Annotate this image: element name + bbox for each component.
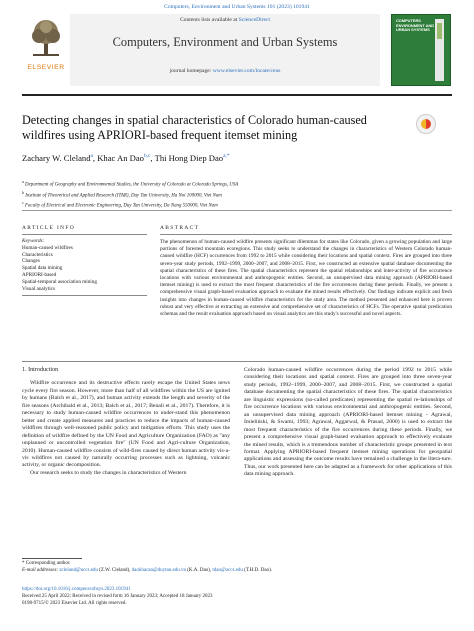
doi-link[interactable]: https://doi.org/10.1016/j.compenvurbsys.2023.101941 (22, 587, 131, 592)
header-rule (22, 94, 452, 96)
keyword-item: Characteristics (22, 251, 53, 258)
affiliation-mark: a (22, 179, 24, 184)
elsevier-tree-icon (29, 18, 63, 58)
email-owner: (Z.W. Cleland), (97, 567, 132, 573)
contents-prefix: Contents lists available at (179, 17, 239, 23)
journal-title: Computers, Environment and Urban Systems (112, 35, 338, 49)
author-affiliation-mark[interactable]: b,c (143, 153, 151, 160)
email-link[interactable]: zcleland@uccs.edu (59, 567, 98, 573)
cover-stripe (435, 19, 444, 81)
journal-masthead (22, 14, 452, 86)
keyword-item: Spatial data mining (22, 265, 63, 272)
keywords-label: Keywords: (22, 238, 45, 244)
affiliation-item (22, 199, 452, 210)
keywords-block (22, 238, 147, 292)
homepage-prefix: journal homepage: (169, 68, 213, 74)
email-owner: (K.A. Dao), (185, 567, 213, 573)
affiliation-item (22, 189, 452, 200)
affiliation-text: Institute of Theoretical and Applied Research (ITAR), Duy Tan University, Ha Noi 100000, Viet Nam (25, 193, 222, 199)
corresponding-author-note: * Corresponding author. (22, 561, 71, 566)
email-link[interactable]: daokhacan@duytan.edu.vn (131, 567, 186, 573)
author-name[interactable]: Zachary W. Cleland (22, 153, 91, 163)
masthead-band (70, 14, 380, 86)
abstract-text: The phenomenon of human-caused wildfire presents significant dilemmas for states like Colorado, given a growing population and large portions of forested mountain ecoregions. This study seeks to understand the changes in characteristics of Western Colorado human-caused wildfire (HCF) occurrences from 1992 to 2015 while considering their locations and spatial context. Fires are grouped into three seven-year study periods, 1992–1999, 2000–2007, and 2008–2015. First, we constructed an extensive spatial database documenting the spatial characteristics of these fires. The spatial characteristics represent the spatial relationships and inter-activity of fire occurrence locations with various environmental and anthropogenic entities. Second, an unsupervised data mining approach (APRIORI-based itemset mining) is used to extract the most frequent characteristics of the fire occurrences during these periods. Finally, we present a comprehensive visual graph-based evaluation approach to evaluate the mined results effectively. Our findings indicate explicit and fresh insights into changes in human-caused wildfire characteristics for the study area. The method presented and enhanced here is proven robust and very effective at extracting an extensive and comprehensive set of characteristics of HCFs. The operative spatial predication schemas and the result evaluation approach based on visual analytics are this study's successful and novel aspects. (160, 239, 452, 318)
author-affiliation-mark[interactable]: a (90, 153, 93, 160)
elsevier-wordmark: ELSEVIER (27, 64, 65, 71)
affiliation-mark: b (22, 189, 25, 195)
affiliation-list (22, 178, 452, 210)
issn-copyright: 0198-9715/© 2023 Elsevier Ltd. All rights reserved. (22, 600, 127, 606)
cover-title: COMPUTERS ENVIRONMENT AND URBAN SYSTEMS (396, 18, 435, 33)
affiliation-text: Department of Geography and Environmental Studies, the University of Colorado at Colorado Springs, USA (25, 182, 239, 188)
footnote-rule (22, 558, 82, 559)
article-info-rule (22, 234, 147, 235)
affiliation-text: Faculty of Electrical and Electronic Engineering, Duy Tan University, Da Nang 550000, Viet Nam (25, 203, 218, 209)
elsevier-logo[interactable] (22, 18, 70, 82)
article-title: Detecting changes in spatial characteristics of Colorado human-caused wildfires using APRIORI-based frequent itemset mining (22, 113, 367, 142)
email-link[interactable]: tdao@uccs.edu (212, 567, 243, 573)
author-affiliation-mark[interactable]: a,* (223, 153, 230, 160)
publication-meta (22, 587, 442, 607)
keyword-item: Visual analytics (22, 285, 55, 292)
keyword-item: APRIORI-based (22, 271, 57, 278)
article-info-heading: ARTICLE INFO (22, 225, 76, 231)
abstract-heading: ABSTRACT (160, 225, 200, 231)
body-paragraph: Wildfire occurrence and its destructive effects rarely escape the United States news cycle every fire season. However, more than half of all wildfires within the US are ignited by humans (Balch et al., 2017), and human activity extends the length and severity of the fire seasons (Archibald et al., 2013; Balch et al., 2017; Benali et al., 2017). Therefore, it is necessary to study human-caused wildfire occurrences to under-stand this phenomenon better and create applied measures and practices to reduce the impacts of human-caused wildfires through well-reasoned public policy and mitigation efforts. This study uses the definition of wildfire defined by the UN Food and Agriculture Organization (FAO) as "any unplanned or uncontrolled vegetation fire" (UN Food and Agri-culture Organization, 2010). Human-caused wildfire consists of wild-fires caused by direct human activity vis-a-vis wildfires not caused by naturally occurring processes such as lightning, volcanic activity, or organic decomposition. (22, 380, 230, 469)
author-name[interactable]: Khac An Dao (97, 153, 144, 163)
journal-cover-thumbnail[interactable] (391, 14, 451, 86)
journal-homepage-link[interactable]: www.elsevier.com/locate/ceus (212, 68, 281, 74)
check-for-updates-icon[interactable] (416, 114, 436, 134)
body-column-left (22, 367, 230, 477)
email-label: E-mail addresses: (22, 567, 60, 573)
crossmark-badge (421, 119, 431, 129)
homepage-line (70, 68, 380, 74)
email-addresses (22, 568, 442, 575)
contents-line (70, 17, 380, 23)
keyword-item: Changes (22, 258, 40, 265)
body-column-right (244, 367, 452, 479)
section-heading-introduction: 1. Introduction (22, 367, 59, 373)
body-paragraph: Colorado human-caused wildfire occurrences during the period 1992 to 2015 while considering their locations and spatial context. Fires are grouped into three seven-year study periods, 1992–1999, 2000–2007, and 2008–2015. First, we constructed a spatial database documenting the spatial characteristics of these fires. The spatial characteristics are linguistic expressions (so-called predicates) representing the spatial re-lationships of fire occurrence locations with various environmental and anthropogenic entities. Second, an unsupervised data mining approach (APRIORI-based itemset mining - Agrawal, Imieliński, & Swami, 1993; Agrawal, Aggarwal, & Prasad, 2000) is used to extract the most frequent characteristics of the fire occurrences during these periods. Finally, we present a comprehensive visual graph-based evaluation approach to effectively evaluate the mined results, which is a tremendous number of characteristic groups presented in text format. Applying APRIORI-based frequent itemset mining operations for geospatial applications and assessing the outcome results have remained a challenge in the litera-ture. Thus, our work presented here can be adapted as a framework for other applications of this data mining approach. (244, 367, 452, 478)
received-dates: Received 25 April 2022; Received in revised form 16 January 2023; Accepted 18 January 2023 (22, 593, 213, 599)
author-name[interactable]: Thi Hong Diep Dao (154, 153, 224, 163)
author-list: Zachary W. Cleland$^a$, Khac An Dao$^{b,c}$, Thi Hong Diep Dao$^{a,*}$ (22, 153, 230, 163)
front-matter-rule (22, 210, 452, 211)
body-paragraph: Our research seeks to study the changes in characteristics of Western (30, 469, 187, 476)
keywords-rule (22, 295, 147, 296)
keyword-item: Human-caused wildfires (22, 244, 73, 251)
journal-citation-header[interactable]: Computers, Environment and Urban Systems 101 (2023) 101941 (164, 4, 310, 10)
affiliation-mark: c (22, 200, 24, 206)
affiliation-item (22, 178, 452, 189)
keyword-item: Spatial-temporal association mining (22, 278, 97, 285)
sciencedirect-link[interactable]: ScienceDirect (238, 17, 271, 23)
body-rule (22, 361, 452, 362)
footnotes (22, 561, 442, 574)
email-owner: (T.H.D. Dao). (242, 567, 272, 573)
abstract-rule (160, 234, 452, 235)
